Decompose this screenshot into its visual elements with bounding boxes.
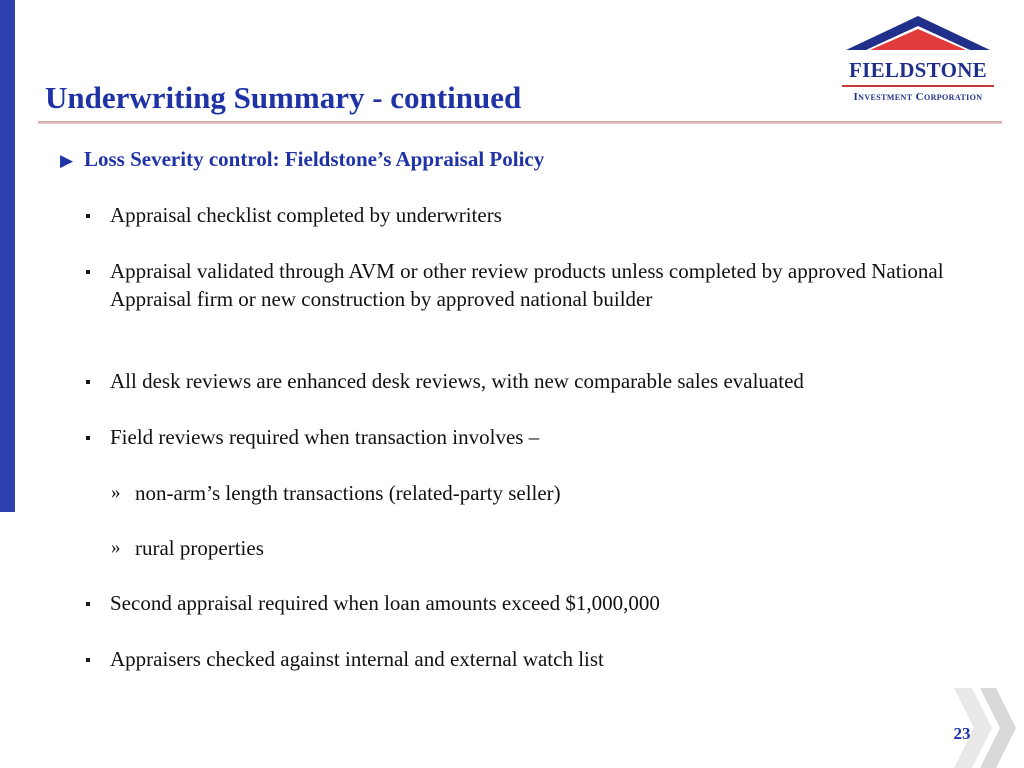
square-bullet-icon: [86, 436, 90, 440]
bullet-text: Field reviews required when transaction involves –: [110, 425, 540, 449]
house-roof-icon: [840, 14, 996, 54]
square-bullet-icon: [86, 658, 90, 662]
bullet-item: [110, 645, 970, 673]
bullet-item: [110, 589, 970, 617]
page-number: 23: [953, 724, 971, 743]
bullet-item: [110, 423, 970, 451]
double-chevron-bullet-icon: »: [111, 537, 121, 558]
sub-bullet-text: rural properties: [135, 536, 264, 560]
square-bullet-icon: [86, 602, 90, 606]
bullet-text: Appraisal validated through AVM or other review products unless completed by approved National Appraisal firm or new construction by approved national builder: [110, 259, 944, 311]
triangle-bullet-icon: ▶: [60, 151, 74, 170]
sub-bullet-item: [111, 534, 965, 562]
bullet-text: Appraisal checklist completed by underwriters: [110, 203, 502, 227]
logo-divider: [842, 85, 994, 87]
bullet-text: Second appraisal required when loan amounts exceed $1,000,000: [110, 591, 660, 615]
bullet-item: [110, 257, 970, 313]
double-chevron-bullet-icon: »: [111, 482, 121, 503]
square-bullet-icon: [86, 214, 90, 218]
fieldstone-logo: [840, 14, 996, 108]
square-bullet-icon: [86, 270, 90, 274]
left-accent-bar: [0, 0, 15, 512]
section-heading-text: Loss Severity control: Fieldstone’s Appraisal Policy: [84, 147, 545, 171]
slide-title: Underwriting Summary - continued: [45, 80, 522, 115]
square-bullet-icon: [86, 380, 90, 384]
sub-bullet-item: [111, 479, 965, 507]
bullet-item: [110, 201, 970, 229]
logo-name: FIELDSTONE: [849, 58, 987, 82]
bullet-item: [110, 367, 970, 395]
logo-subtitle: Investment Corporation: [853, 91, 983, 103]
title-divider: [38, 121, 1002, 124]
bullet-text: Appraisers checked against internal and external watch list: [110, 647, 604, 671]
bullet-text: All desk reviews are enhanced desk reviews, with new comparable sales evaluated: [110, 369, 804, 393]
section-heading: [60, 147, 544, 172]
sub-bullet-text: non-arm’s length transactions (related-party seller): [135, 481, 561, 505]
